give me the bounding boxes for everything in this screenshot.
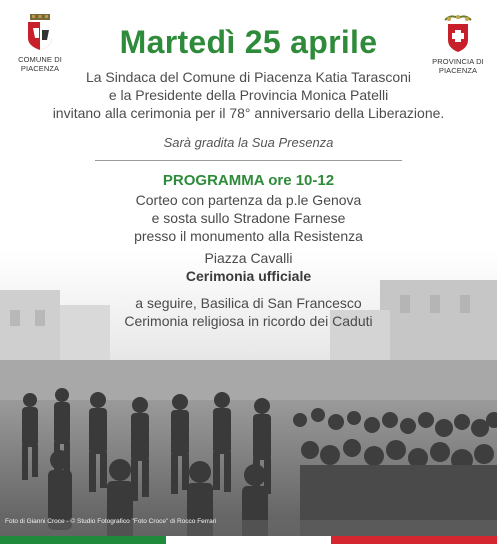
basilica-line: Cerimonia religiosa in ricordo dei Caduti <box>124 313 373 329</box>
flag-green <box>0 536 166 544</box>
corteo-line: Corteo con partenza da p.le Genova <box>135 192 362 208</box>
photo-credit: Foto di Gianni Croce - © Studio Fotografico "Foto Croce" di Rocco Ferrari <box>5 518 217 525</box>
event-date-title: Martedì 25 aprile <box>119 24 378 60</box>
official-ceremony-label: Cerimonia ufficiale <box>185 268 312 284</box>
flag-red <box>331 536 497 544</box>
program-corteo <box>0 191 497 245</box>
invitation-text <box>0 68 497 122</box>
italian-flag-stripe <box>0 536 497 544</box>
invitation-line-mayor: La Sindaca del Comune di Piacenza Katia Tarasconi <box>85 69 412 85</box>
provincia-caption-line1: PROVINCIA DI <box>432 57 484 66</box>
comune-caption-line2: PIACENZA <box>20 64 60 73</box>
corteo-line: presso il monumento alla Resistenza <box>134 228 363 244</box>
flag-white <box>166 536 331 544</box>
program-heading: PROGRAMMA ore 10-12 <box>162 172 335 189</box>
program-piazza-cavalli <box>0 249 497 285</box>
piazza-cavalli-location: Piazza Cavalli <box>204 250 293 266</box>
presence-note: Sarà gradita la Sua Presenza <box>163 135 334 150</box>
invitation-line-ceremony: invitano alla cerimonia per il 78° anniversario della Liberazione. <box>52 105 445 121</box>
divider <box>95 160 402 161</box>
provincia-caption-line2: PIACENZA <box>438 66 478 75</box>
basilica-line: a seguire, Basilica di San Francesco <box>135 295 362 311</box>
invitation-line-president: e la Presidente della Provincia Monica Patelli <box>108 87 389 103</box>
corteo-line: e sosta sullo Stradone Farnese <box>151 210 346 226</box>
comune-caption-line1: COMUNE DI <box>18 55 62 64</box>
program-basilica <box>0 294 497 330</box>
